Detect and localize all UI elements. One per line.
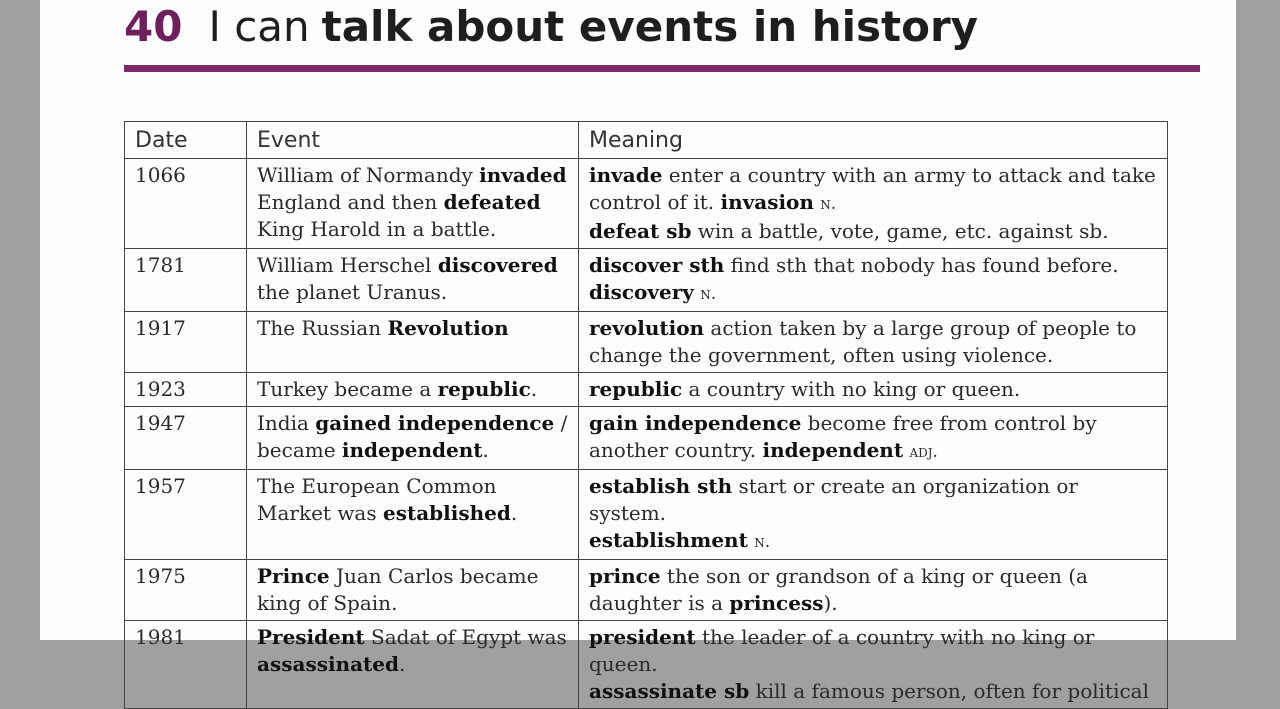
bold-term: president	[589, 625, 696, 649]
bold-term: independent	[341, 438, 483, 462]
text-segment: King Harold in a battle.	[257, 217, 497, 241]
table-row	[125, 312, 1168, 373]
bold-term: assassinate sb	[589, 679, 750, 703]
meaning-line	[589, 527, 1157, 556]
text-segment: the planet Uranus.	[257, 280, 448, 304]
date-cell: 1066	[125, 159, 247, 249]
meaning-line	[589, 678, 1157, 705]
meaning-line	[589, 563, 1157, 617]
table-body	[125, 159, 1168, 709]
meaning-line	[589, 252, 1157, 279]
bold-term: discovery	[589, 280, 694, 304]
bold-term: gain independence	[589, 411, 802, 435]
bold-term: discover sth	[589, 253, 725, 277]
event-cell	[247, 159, 579, 249]
event-cell	[247, 249, 579, 312]
bold-term: republic	[437, 377, 531, 401]
text-segment: ).	[823, 591, 838, 615]
column-header-date: Date	[125, 122, 247, 159]
meaning-cell	[579, 560, 1168, 621]
table-row	[125, 470, 1168, 560]
event-cell	[247, 560, 579, 621]
unit-number: 40	[124, 2, 183, 51]
text-segment: The European Common Market was	[257, 474, 497, 525]
bold-term: gained independence	[315, 411, 555, 435]
text-segment: England and then	[257, 190, 444, 214]
meaning-cell	[579, 470, 1168, 560]
table-row	[125, 407, 1168, 470]
table-row	[125, 159, 1168, 249]
text-segment: .	[530, 377, 538, 401]
text-segment: Juan Carlos became king of Spain.	[257, 564, 539, 615]
text-segment: Turkey became a	[257, 377, 438, 401]
heading-rule	[124, 65, 1200, 72]
text-segment: William Herschel	[257, 253, 438, 277]
text-segment: kill a famous person, often for political	[749, 679, 1149, 703]
meaning-cell	[579, 373, 1168, 407]
bold-term: assassinated	[257, 652, 400, 676]
meaning-cell	[579, 312, 1168, 373]
table-row	[125, 249, 1168, 312]
date-cell: 1781	[125, 249, 247, 312]
textbook-page	[40, 0, 1236, 703]
column-header-event: Event	[247, 122, 579, 159]
bold-term: republic	[589, 377, 683, 401]
meaning-cell	[579, 159, 1168, 249]
bold-term: invasion	[720, 190, 814, 214]
part-of-speech: n.	[700, 284, 717, 304]
bold-term: invade	[589, 163, 663, 187]
meaning-line	[589, 218, 1157, 245]
bold-term: discovered	[437, 253, 558, 277]
table-row	[125, 560, 1168, 621]
bold-term: prince	[589, 564, 661, 588]
meaning-line	[589, 315, 1157, 369]
bold-term: Prince	[257, 564, 330, 588]
title-plain: I can	[208, 2, 310, 51]
event-cell	[247, 621, 579, 709]
table-row	[125, 621, 1168, 709]
text-segment: become free from control by another country.	[589, 411, 1097, 462]
event-cell	[247, 373, 579, 407]
title-bold: talk about events in history	[321, 2, 979, 51]
text-segment: William of Normandy	[257, 163, 480, 187]
history-vocabulary-table	[124, 121, 1168, 709]
text-segment: a country with no king or queen.	[682, 377, 1021, 401]
part-of-speech: n.	[754, 532, 771, 552]
text-segment: Sadat of Egypt was	[364, 625, 567, 649]
text-segment: enter a country with an army to attack and take control of it.	[589, 163, 1156, 214]
bold-term: princess	[729, 591, 824, 615]
bold-term: establish sth	[589, 474, 733, 498]
date-cell: 1917	[125, 312, 247, 373]
text-segment: / became	[257, 411, 568, 462]
meaning-line	[589, 279, 1157, 308]
text-segment: .	[482, 438, 489, 462]
bold-term: independent	[762, 438, 904, 462]
meaning-cell	[579, 407, 1168, 470]
date-cell: 1981	[125, 621, 247, 709]
text-segment: action taken by a large group of people to change the government, often using violence.	[589, 316, 1137, 367]
bold-term: revolution	[589, 316, 705, 340]
unit-heading	[124, 2, 978, 58]
part-of-speech: n.	[820, 194, 837, 214]
date-cell: 1957	[125, 470, 247, 560]
text-segment: The Russian	[257, 316, 388, 340]
meaning-line	[589, 162, 1157, 218]
meaning-cell	[579, 249, 1168, 312]
bold-term: invaded	[479, 163, 567, 187]
date-cell: 1975	[125, 560, 247, 621]
bold-term: defeated	[443, 190, 541, 214]
part-of-speech: adj.	[909, 442, 938, 462]
table-row	[125, 373, 1168, 407]
text-segment: .	[399, 652, 406, 676]
text-segment: the son or grandson of a king or queen (a daughter is a	[589, 564, 1088, 615]
bold-term: Revolution	[387, 316, 509, 340]
event-cell	[247, 407, 579, 470]
column-header-meaning: Meaning	[579, 122, 1168, 159]
event-cell	[247, 470, 579, 560]
meaning-line	[589, 624, 1157, 678]
event-cell	[247, 312, 579, 373]
bold-term: defeat sb	[589, 219, 692, 243]
text-segment: .	[510, 501, 518, 525]
text-segment: win a battle, vote, game, etc. against sb.	[691, 219, 1109, 243]
meaning-cell	[579, 621, 1168, 709]
text-segment: India	[257, 411, 316, 435]
bold-term: established	[382, 501, 511, 525]
text-segment: start or create an organization or system.	[589, 474, 1078, 525]
meaning-line	[589, 473, 1157, 527]
date-cell: 1923	[125, 373, 247, 407]
date-cell: 1947	[125, 407, 247, 470]
bold-term: establishment	[589, 528, 748, 552]
text-segment: the leader of a country with no king or queen.	[589, 625, 1095, 676]
table-header-row	[125, 122, 1168, 159]
text-segment: find sth that nobody has found before.	[724, 253, 1119, 277]
bold-term: President	[257, 625, 365, 649]
meaning-line	[589, 376, 1157, 403]
meaning-line	[589, 410, 1157, 466]
